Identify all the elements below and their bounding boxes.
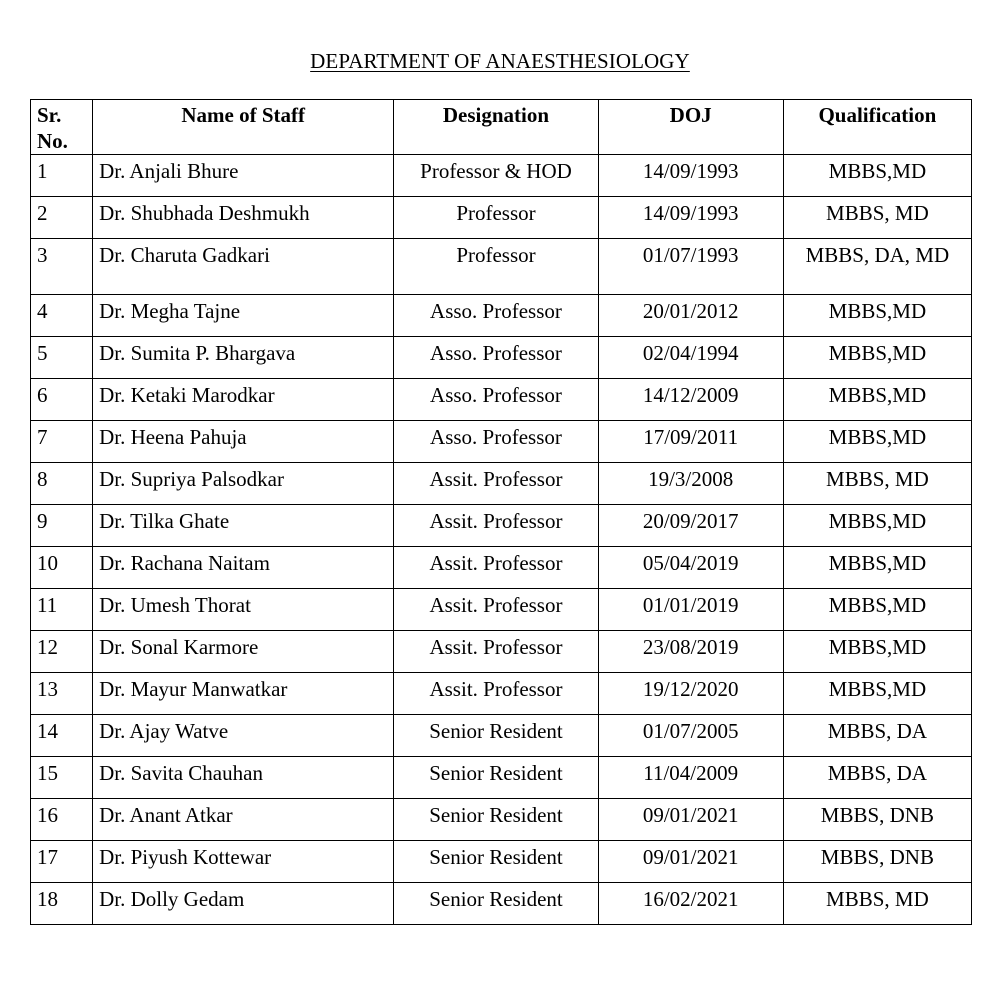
cell-designation: Professor: [394, 239, 598, 295]
cell-doj: 01/01/2019: [598, 589, 783, 631]
table-row: [31, 337, 972, 379]
cell-qualification: MBBS,MD: [783, 337, 971, 379]
cell-sr-no: 6: [31, 379, 93, 421]
cell-qualification: MBBS,MD: [783, 589, 971, 631]
table-body: [31, 155, 972, 925]
cell-doj: 01/07/1993: [598, 239, 783, 295]
cell-sr-no: 1: [31, 155, 93, 197]
table-row: [31, 715, 972, 757]
cell-designation: Senior Resident: [394, 799, 598, 841]
cell-sr-no: 8: [31, 463, 93, 505]
cell-qualification: MBBS,MD: [783, 155, 971, 197]
cell-sr-no: 17: [31, 841, 93, 883]
table-row: [31, 547, 972, 589]
table-row: [31, 239, 972, 295]
cell-qualification: MBBS,MD: [783, 673, 971, 715]
cell-qualification: MBBS, DA, MD: [783, 239, 971, 295]
cell-staff-name: Dr. Supriya Palsodkar: [93, 463, 394, 505]
cell-designation: Assit. Professor: [394, 463, 598, 505]
cell-qualification: MBBS, MD: [783, 463, 971, 505]
cell-qualification: MBBS, MD: [783, 197, 971, 239]
cell-designation: Senior Resident: [394, 715, 598, 757]
cell-qualification: MBBS,MD: [783, 631, 971, 673]
cell-staff-name: Dr. Mayur Manwatkar: [93, 673, 394, 715]
cell-doj: 20/01/2012: [598, 295, 783, 337]
cell-staff-name: Dr. Dolly Gedam: [93, 883, 394, 925]
cell-sr-no: 12: [31, 631, 93, 673]
cell-qualification: MBBS, MD: [783, 883, 971, 925]
cell-designation: Assit. Professor: [394, 505, 598, 547]
cell-doj: 16/02/2021: [598, 883, 783, 925]
column-header-sr-line2: No.: [37, 129, 68, 153]
cell-doj: 17/09/2011: [598, 421, 783, 463]
table-row: [31, 883, 972, 925]
table-row: [31, 589, 972, 631]
cell-sr-no: 18: [31, 883, 93, 925]
cell-staff-name: Dr. Ajay Watve: [93, 715, 394, 757]
cell-doj: 14/12/2009: [598, 379, 783, 421]
cell-qualification: MBBS,MD: [783, 547, 971, 589]
cell-qualification: MBBS, DA: [783, 757, 971, 799]
cell-doj: 05/04/2019: [598, 547, 783, 589]
cell-designation: Professor: [394, 197, 598, 239]
cell-staff-name: Dr. Sonal Karmore: [93, 631, 394, 673]
cell-doj: 01/07/2005: [598, 715, 783, 757]
cell-staff-name: Dr. Ketaki Marodkar: [93, 379, 394, 421]
cell-sr-no: 9: [31, 505, 93, 547]
table-row: [31, 841, 972, 883]
table-row: [31, 757, 972, 799]
cell-designation: Senior Resident: [394, 883, 598, 925]
table-row: [31, 155, 972, 197]
column-header-name: Name of Staff: [93, 100, 394, 155]
cell-qualification: MBBS, DNB: [783, 799, 971, 841]
cell-staff-name: Dr. Umesh Thorat: [93, 589, 394, 631]
cell-designation: Asso. Professor: [394, 421, 598, 463]
cell-doj: 09/01/2021: [598, 841, 783, 883]
cell-sr-no: 16: [31, 799, 93, 841]
table-row: [31, 631, 972, 673]
cell-staff-name: Dr. Piyush Kottewar: [93, 841, 394, 883]
cell-doj: 14/09/1993: [598, 155, 783, 197]
table-row: [31, 379, 972, 421]
column-header-sr-no: [31, 100, 93, 155]
cell-doj: 19/3/2008: [598, 463, 783, 505]
cell-designation: Asso. Professor: [394, 337, 598, 379]
cell-sr-no: 10: [31, 547, 93, 589]
column-header-qualification: Qualification: [783, 100, 971, 155]
page-title: DEPARTMENT OF ANAESTHESIOLOGY: [310, 49, 690, 73]
cell-sr-no: 2: [31, 197, 93, 239]
table-row: [31, 799, 972, 841]
cell-staff-name: Dr. Savita Chauhan: [93, 757, 394, 799]
column-header-sr-line1: Sr.: [37, 103, 62, 127]
cell-staff-name: Dr. Heena Pahuja: [93, 421, 394, 463]
cell-doj: 14/09/1993: [598, 197, 783, 239]
cell-staff-name: Dr. Rachana Naitam: [93, 547, 394, 589]
table-row: [31, 197, 972, 239]
cell-qualification: MBBS, DNB: [783, 841, 971, 883]
cell-doj: 02/04/1994: [598, 337, 783, 379]
cell-qualification: MBBS,MD: [783, 379, 971, 421]
cell-staff-name: Dr. Sumita P. Bhargava: [93, 337, 394, 379]
cell-doj: 11/04/2009: [598, 757, 783, 799]
cell-sr-no: 5: [31, 337, 93, 379]
cell-designation: Assit. Professor: [394, 631, 598, 673]
cell-designation: Assit. Professor: [394, 589, 598, 631]
cell-designation: Assit. Professor: [394, 673, 598, 715]
staff-table: [30, 99, 972, 925]
cell-qualification: MBBS, DA: [783, 715, 971, 757]
table-row: [31, 295, 972, 337]
cell-qualification: MBBS,MD: [783, 295, 971, 337]
cell-designation: Senior Resident: [394, 757, 598, 799]
cell-sr-no: 13: [31, 673, 93, 715]
cell-staff-name: Dr. Anjali Bhure: [93, 155, 394, 197]
table-header-row: [31, 100, 972, 155]
cell-staff-name: Dr. Megha Tajne: [93, 295, 394, 337]
table-row: [31, 673, 972, 715]
column-header-doj: DOJ: [598, 100, 783, 155]
cell-sr-no: 7: [31, 421, 93, 463]
cell-staff-name: Dr. Charuta Gadkari: [93, 239, 394, 295]
cell-staff-name: Dr. Anant Atkar: [93, 799, 394, 841]
cell-qualification: MBBS,MD: [783, 421, 971, 463]
cell-designation: Professor & HOD: [394, 155, 598, 197]
cell-staff-name: Dr. Shubhada Deshmukh: [93, 197, 394, 239]
cell-qualification: MBBS,MD: [783, 505, 971, 547]
cell-sr-no: 14: [31, 715, 93, 757]
cell-sr-no: 11: [31, 589, 93, 631]
column-header-designation: Designation: [394, 100, 598, 155]
cell-sr-no: 15: [31, 757, 93, 799]
cell-doj: 09/01/2021: [598, 799, 783, 841]
table-row: [31, 421, 972, 463]
table-row: [31, 505, 972, 547]
cell-designation: Senior Resident: [394, 841, 598, 883]
cell-designation: Assit. Professor: [394, 547, 598, 589]
cell-doj: 20/09/2017: [598, 505, 783, 547]
cell-sr-no: 4: [31, 295, 93, 337]
cell-doj: 19/12/2020: [598, 673, 783, 715]
table-row: [31, 463, 972, 505]
cell-doj: 23/08/2019: [598, 631, 783, 673]
cell-designation: Asso. Professor: [394, 295, 598, 337]
cell-staff-name: Dr. Tilka Ghate: [93, 505, 394, 547]
cell-sr-no: 3: [31, 239, 93, 295]
cell-designation: Asso. Professor: [394, 379, 598, 421]
